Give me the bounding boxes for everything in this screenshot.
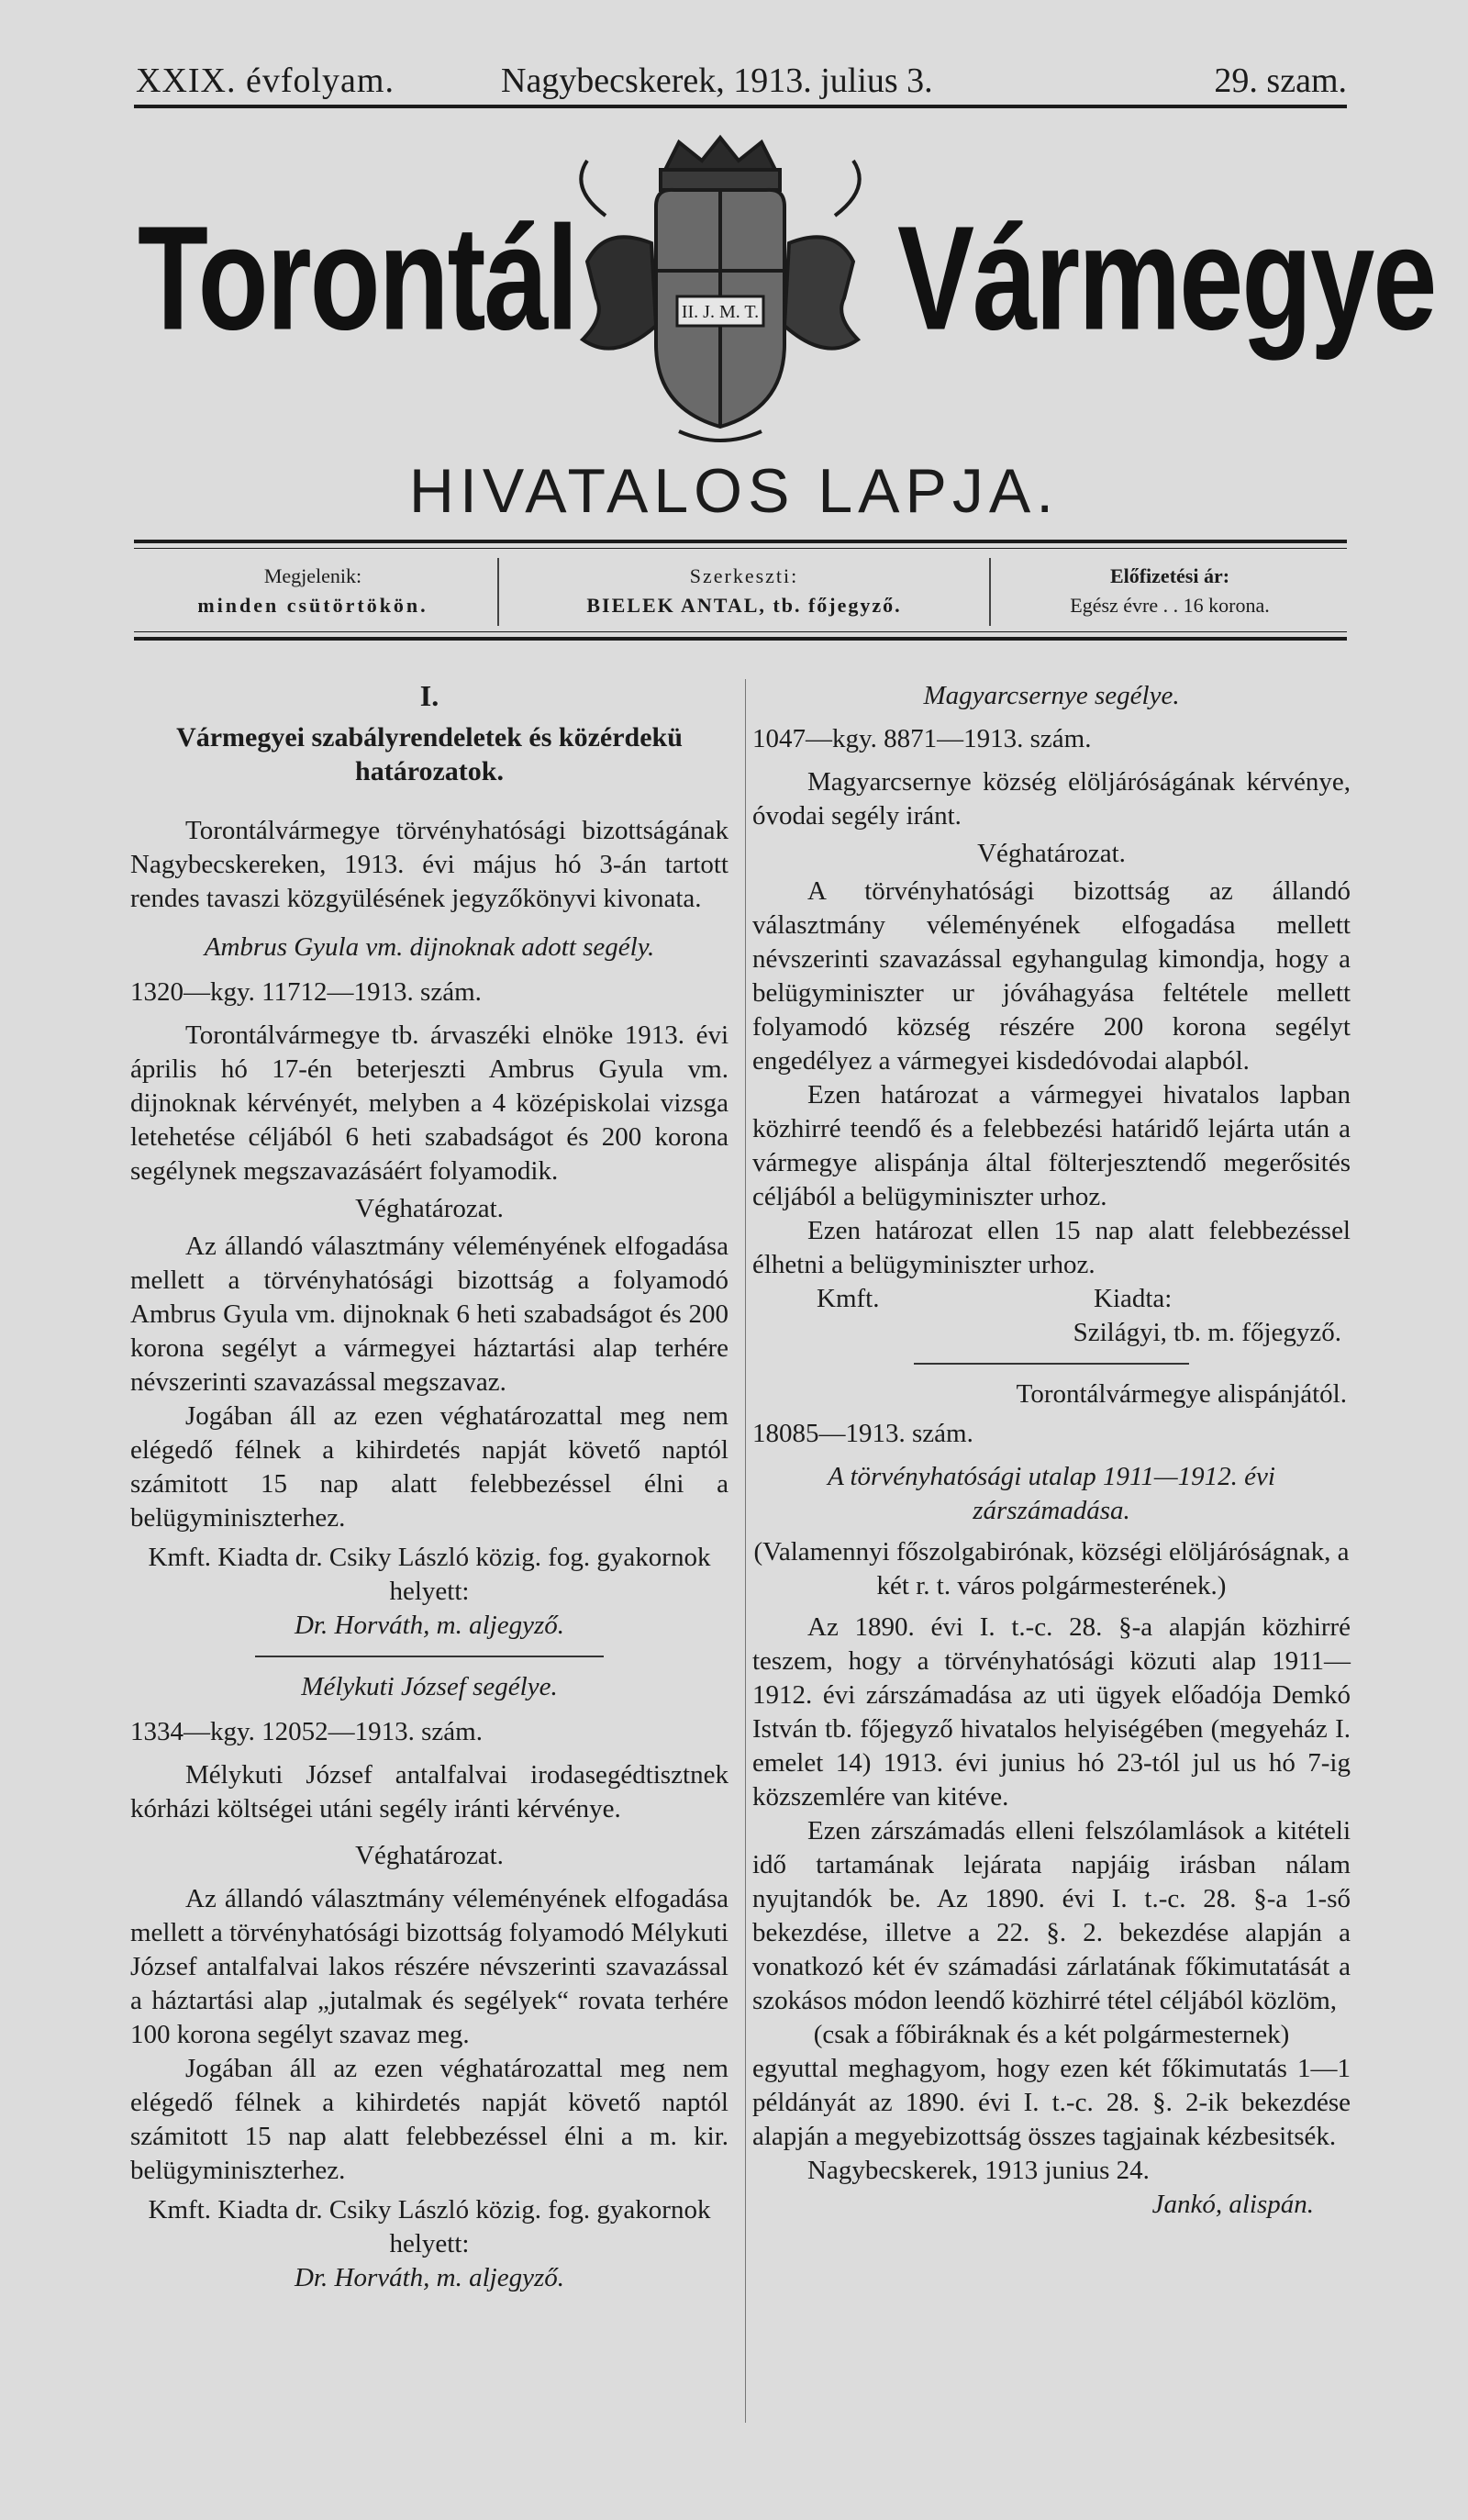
info-separator: [989, 558, 991, 626]
date-line: Nagybecskerek, 1913 junius 24.: [807, 2156, 1150, 2185]
session-intro: Torontálvármegye törvényhatósági bizottságának Nagybecskereken, 1913. évi május hó 3-án tartott rendes tavaszi közgyülésének jegyzőkönyvi kivonata.: [130, 816, 728, 913]
info-rule-top: [134, 540, 1347, 543]
decision-heading: Véghatározat.: [977, 839, 1126, 868]
publish-text: Ezen határozat a vármegyei hivatalos lapban közhirré teendő és a felebbezési határidő lejárta után a vármegye alispánja által fölterjesztendő megerősités céljából a belügyminiszter urhoz.: [752, 1080, 1351, 1211]
subtitle: HIVATALOS LAPJA.: [408, 456, 1060, 526]
left-column: [130, 679, 728, 2295]
issue-number: 29. szam.: [1214, 61, 1347, 100]
article-body: Ezen zárszámadás elleni felszólamlások a kitételi idő tartamának lejárata napjáig irásban nálam nyujtandók be. Az 1890. évi I. t.-c. 28. §-a 1-ső bekezdése, illetve a 22. §. 2. bekezdése alapján a vonatkozó két év számadási zárlatának főkimutatását a szokásos módon leendő közhirré tétel céljából közlöm,: [752, 1816, 1351, 2015]
article-number: 1047—kgy. 8871—1913. szám.: [752, 724, 1092, 753]
article-title: Mélykuti József segélye.: [301, 1672, 558, 1701]
title-right: Vármegye: [897, 195, 1436, 362]
signature-name: Dr. Horváth, m. aljegyző.: [294, 2263, 564, 2292]
price-value: Egész évre . . 16 korona.: [1070, 594, 1270, 617]
appeal-text: Jogában áll az ezen véghatározattal meg nem elégedő félnek a kihirdetés napját követő naptól számitott 15 nap alatt felebbezéssel élni a m. kir. belügyminiszterhez.: [130, 2054, 728, 2185]
volume-label: XXIX. évfolyam.: [136, 61, 395, 100]
appears-value: minden csütörtökön.: [197, 594, 428, 617]
info-rule-bottom: [134, 637, 1347, 641]
addressee-note: (csak a főbiráknak és a két polgármesternek): [813, 2020, 1290, 2049]
signature-name: Jankó, alispán.: [1151, 2190, 1314, 2219]
kmft-line: [752, 1282, 1351, 1316]
masthead-topline: [136, 61, 1347, 108]
place-date: Nagybecskerek, 1913. julius 3.: [501, 61, 933, 100]
article-number: 1320—kgy. 11712—1913. szám.: [130, 977, 482, 1007]
appears-label: Megjelenik:: [263, 564, 362, 587]
decision-text: Az állandó választmány véleményének elfogadása mellett a törvényhatósági bizottság folyamodó Mélykuti József antalfalvai lakos részére névszerinti szavazással a háztartási alap „jutalmak és segélyek“ rovata terhére 100 korona segélyt szavaz meg.: [130, 1884, 728, 2049]
signature-name: Dr. Horváth, m. aljegyző.: [294, 1611, 564, 1640]
issuer-line: Torontálvármegye alispánjától.: [1016, 1379, 1347, 1409]
right-column: [752, 679, 1351, 2222]
article-body: Magyarcsernye község elöljáróságának kérvénye, óvodai segély iránt.: [752, 767, 1351, 831]
appears-info: [134, 562, 492, 620]
signature-name: Szilágyi, tb. m. főjegyző.: [1073, 1318, 1341, 1347]
column-divider: [745, 679, 746, 2423]
title-left: Torontál: [138, 195, 577, 362]
editor-info: [501, 562, 987, 620]
price-label: Előfizetési ár:: [1109, 564, 1230, 587]
crest-text: II. J. M. T.: [681, 302, 760, 322]
appeal-text: Ezen határozat ellen 15 nap alatt felebbezéssel élhetni a belügyminiszter urhoz.: [752, 1216, 1351, 1279]
article-body: egyuttal meghagyom, hogy ezen két főkimutatás 1—1 példányát az 1890. évi I. t.-c. 28. §. 2-ik bekezdése alapján a megyebizottság összes tagjainak kézbesitsék.: [752, 2054, 1351, 2151]
price-info: [993, 562, 1347, 620]
info-separator: [497, 558, 499, 626]
signature-line: Kmft. Kiadta dr. Csiky László közig. fog. gyakornok helyett:: [148, 2195, 711, 2258]
decision-text: Az állandó választmány véleményének elfogadása mellett a törvényhatósági bizottság a folyamodó Ambrus Gyula vm. dijnoknak 6 heti szabadságot és 200 korona segélyt a vármegyei háztartási alap terhére névszerinti szavazással megszavaz.: [130, 1232, 728, 1397]
info-rule-top-thin: [134, 548, 1347, 549]
info-rule-bottom-thin: [134, 631, 1347, 632]
decision-heading: Véghatározat.: [355, 1194, 504, 1223]
article-body: Mélykuti József antalfalvai irodasegédtisztnek kórházi költségei utáni segély iránti kérvénye.: [130, 1760, 728, 1823]
signature-line: Kmft. Kiadta dr. Csiky László közig. fog. gyakornok helyett:: [148, 1543, 711, 1606]
kiadta-label: Kiadta:: [1094, 1284, 1173, 1313]
article-number: 1334—kgy. 12052—1913. szám.: [130, 1717, 483, 1746]
decision-heading: Véghatározat.: [355, 1841, 504, 1870]
article-title: Ambrus Gyula vm. dijnoknak adott segély.: [204, 932, 655, 962]
article-title: Magyarcsernye segélye.: [923, 681, 1180, 710]
article-divider: [914, 1363, 1189, 1365]
article-divider: [255, 1656, 604, 1657]
top-rule: [134, 105, 1347, 108]
appeal-text: Jogában áll az ezen véghatározattal meg nem elégedő félnek a kihirdetés napját követő naptól számitott 15 nap alatt felebbezéssel élni a belügyminiszterhez.: [130, 1401, 728, 1533]
article-number: 18085—1913. szám.: [752, 1419, 973, 1448]
article-body: Torontálvármegye tb. árvaszéki elnöke 1913. évi április hó 17-én beterjeszti Ambrus Gyula vm. dijnoknak kérvényét, melyben a 4 középiskolai vizsga letehetése céljából 6 heti szabadságot és 200 korona segélynek megszavazásáért folyamodik.: [130, 1020, 728, 1186]
section-number: I.: [419, 679, 439, 712]
editor-label: Szerkeszti:: [689, 564, 799, 587]
addressee-note: (Valamennyi főszolgabirónak, községi elöljáróságnak, a két r. t. város polgármesterének.): [753, 1537, 1350, 1600]
article-title: A törvényhatósági utalap 1911—1912. évi zárszámadása.: [828, 1462, 1275, 1525]
section-title: Vármegyei szabályrendeletek és közérdekü határozatok.: [176, 722, 683, 786]
coat-of-arms-emblem: [569, 133, 872, 445]
decision-text: A törvényhatósági bizottság az állandó választmány véleményének elfogadása mellett névszerinti szavazással egyhangulag kimondja, hogy a belügyminiszter ur jóváhagyása feltétele mellett folyamodó község részére 200 korona segélyt engedélyez a vármegyei kisdedóvodai alapból.: [752, 876, 1351, 1076]
article-body: Az 1890. évi I. t.-c. 28. §-a alapján közhirré teszem, hogy a törvényhatósági közuti alap 1911—1912. évi zárszámadása az uti ügyek előadója Demkó István tb. főjegyző hivatalos helyiségében (megyeház I. emelet 14) 1913. évi junius hó 23-tól jul us hó 7-ig közszemlére van kitéve.: [752, 1612, 1351, 1812]
editor-value: BIELEK ANTAL, tb. főjegyző.: [586, 594, 902, 617]
kmft-label: Kmft.: [817, 1284, 880, 1313]
